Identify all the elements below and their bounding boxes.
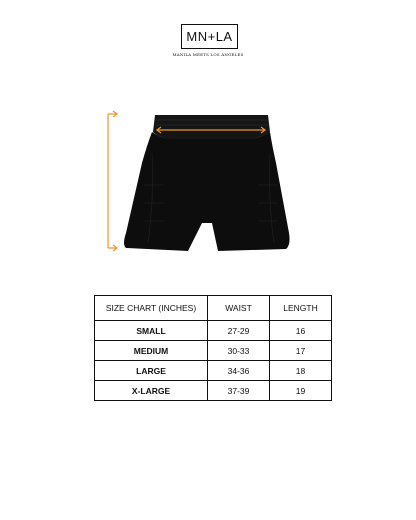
waist-value: 37-39 (208, 381, 270, 401)
table-row (95, 361, 332, 381)
length-measure-line (108, 111, 117, 251)
size-name: SMALL (95, 321, 208, 341)
table-row (95, 381, 332, 401)
product-image-shorts (100, 105, 310, 260)
size-name: MEDIUM (95, 341, 208, 361)
size-chart-table (94, 295, 332, 401)
waist-value: 27-29 (208, 321, 270, 341)
waist-value: 34-36 (208, 361, 270, 381)
size-chart-header-row (95, 296, 332, 321)
brand-tagline: MANILA MEETS LOS ANGELES (172, 52, 244, 57)
header-size-chart: SIZE CHART (INCHES) (95, 296, 208, 321)
shorts-garment (124, 115, 290, 251)
length-value: 18 (270, 361, 332, 381)
waist-value: 30-33 (208, 341, 270, 361)
brand-logo: MN+LA (181, 24, 238, 49)
length-value: 17 (270, 341, 332, 361)
header-waist: WAIST (208, 296, 270, 321)
table-row (95, 341, 332, 361)
length-value: 19 (270, 381, 332, 401)
size-name: LARGE (95, 361, 208, 381)
header-length: LENGTH (270, 296, 332, 321)
length-value: 16 (270, 321, 332, 341)
size-name: X-LARGE (95, 381, 208, 401)
table-row (95, 321, 332, 341)
